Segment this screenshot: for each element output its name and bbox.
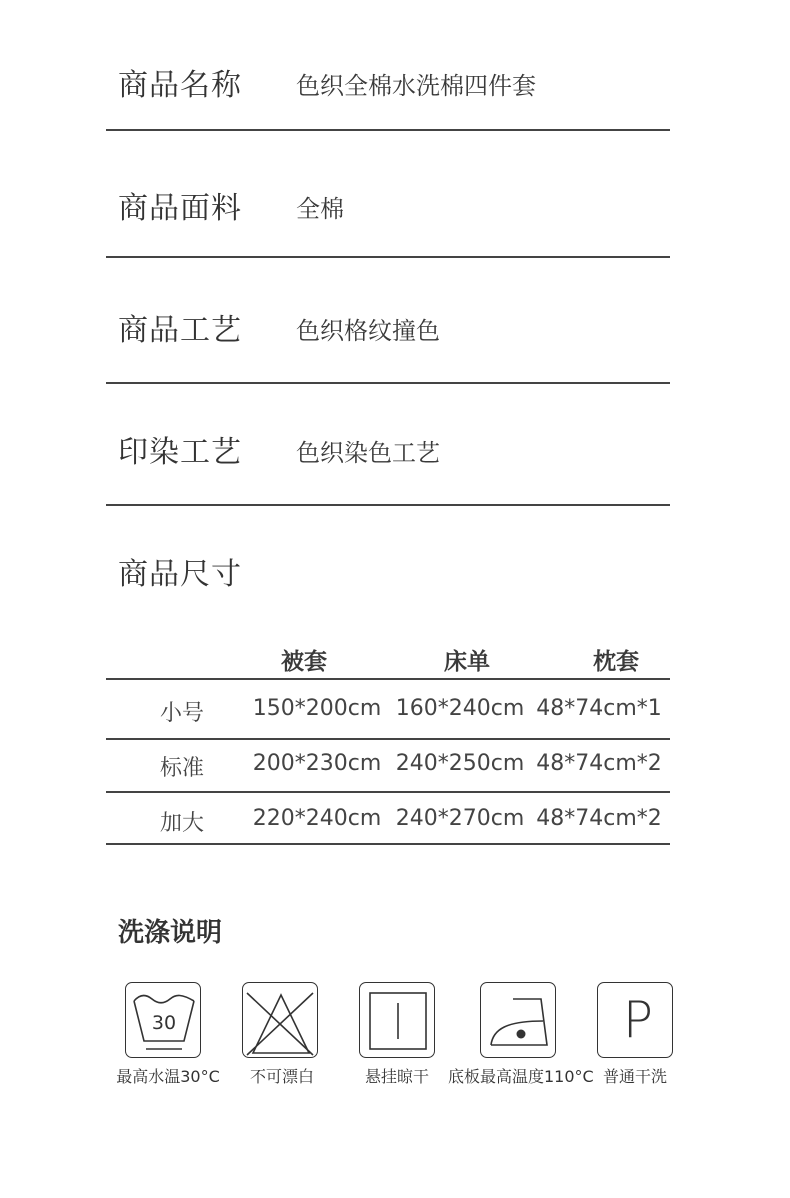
table-cell: 240*270cm — [395, 806, 525, 831]
divider — [106, 129, 670, 131]
spec-value: 色织格纹撞色 — [296, 317, 440, 345]
care-section-title: 洗涤说明 — [118, 918, 223, 948]
table-rule — [106, 843, 670, 845]
spec-value: 色织全棉水洗棉四件套 — [296, 72, 536, 100]
table-cell: 240*250cm — [395, 751, 525, 776]
divider — [106, 382, 670, 384]
divider — [106, 256, 670, 258]
wash-30-icon — [125, 982, 201, 1058]
column-header: 被套 — [281, 649, 327, 675]
spec-label: 商品名称 — [118, 68, 242, 103]
size-name: 小号 — [159, 701, 204, 726]
spec-label: 商品工艺 — [118, 313, 242, 348]
spec-value: 全棉 — [296, 195, 344, 223]
column-header: 床单 — [444, 649, 490, 675]
table-cell: 48*74cm*2 — [536, 751, 662, 776]
table-cell: 160*240cm — [395, 696, 525, 721]
no-bleach-icon — [242, 982, 318, 1058]
size-name: 加大 — [159, 811, 204, 836]
divider — [106, 504, 670, 506]
hang-dry-icon — [359, 982, 435, 1058]
care-label: 普通干洗 — [602, 1067, 667, 1086]
care-label: 底板最高温度110°C — [448, 1067, 594, 1086]
table-rule — [106, 678, 670, 680]
dry-clean-letter: P — [622, 991, 654, 1049]
care-label: 最高水温30°C — [116, 1067, 220, 1086]
table-cell: 220*240cm — [252, 806, 382, 831]
care-label: 悬挂晾干 — [364, 1067, 429, 1086]
spec-value: 色织染色工艺 — [296, 439, 440, 467]
table-rule — [106, 738, 670, 740]
table-cell: 200*230cm — [252, 751, 382, 776]
table-cell: 150*200cm — [252, 696, 382, 721]
table-cell: 48*74cm*2 — [536, 806, 662, 831]
table-rule — [106, 791, 670, 793]
table-cell: 48*74cm*1 — [536, 696, 662, 721]
spec-label: 商品面料 — [118, 191, 242, 226]
column-header: 枕套 — [593, 649, 639, 675]
spec-label: 印染工艺 — [118, 435, 242, 470]
size-name: 标准 — [159, 756, 204, 781]
size-section-title: 商品尺寸 — [118, 557, 242, 592]
dry-clean-p-icon — [597, 982, 673, 1058]
care-label: 不可漂白 — [249, 1067, 314, 1086]
wash-temperature-number: 30 — [151, 1012, 177, 1034]
iron-110-icon — [480, 982, 556, 1058]
